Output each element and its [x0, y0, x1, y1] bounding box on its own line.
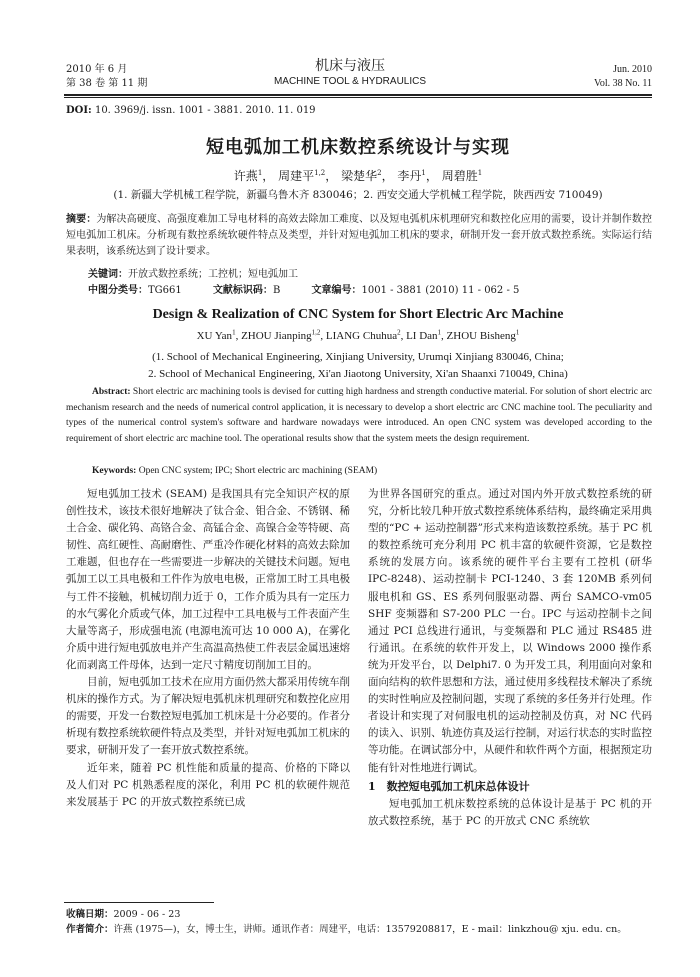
- paragraph: 近年来，随着 PC 机性能和质量的提高、价格的下降以及人们对 PC 机熟悉程度的深化，利用 PC 机的软硬件规范来发展基于 PC 的开放式数控系统已成: [66, 761, 350, 808]
- abstract-cn: [66, 212, 652, 260]
- title-en: Design & Realization of CNC System for Short Electric Arc Machine: [152, 307, 564, 322]
- keywords-text: 开放式数控系统；工控机；短电弧加工: [128, 269, 298, 280]
- keywords-cn: [88, 267, 298, 283]
- author-name-en: LIANG Chuhua: [325, 330, 398, 342]
- footnote-rule: [64, 902, 214, 903]
- doi-line: [66, 105, 316, 116]
- paragraph: 短电弧加工机床数控系统的总体设计是基于 PC 机的开放式数控系统，基于 PC 的开放式 CNC 系统软: [368, 797, 652, 827]
- keywords-en: [92, 464, 652, 480]
- abstract-label: 摘要：: [66, 214, 97, 225]
- section-heading: 1 数控短电弧加工机床总体设计: [368, 779, 530, 793]
- author-name: 周碧胜: [441, 169, 478, 183]
- author-name: 许燕: [233, 169, 258, 183]
- abstract-en: [66, 385, 652, 447]
- authors-cn: 许燕$^1$， 周建平$^{1,2}$， 梁楚华$^2$， 李丹$^1$， 周碧胜$^1$: [233, 169, 483, 183]
- abstract-en-text: Short electric arc machining tools is devised for cutting high hardness and strength conductive material. For solution of short electric arc mechanism research and the needs of numerical control application, it is necessary to develop a short electric arc CNC machine tool. The peculiarity and types of the numerical control system's software and hardware nowadays were introduced. An open CNC system was developed according to the requirement of short electric arc machine tool. The operational results show that the system meets the design requirement.: [66, 387, 652, 444]
- volume-issue-en: Vol. 38 No. 11: [593, 78, 652, 89]
- header-rule: [64, 94, 652, 96]
- volume-issue: 第 38 卷 第 11 期: [66, 78, 148, 89]
- author-name: 李丹: [397, 169, 422, 183]
- document-code: B: [272, 285, 281, 296]
- author-name-en: ZHOU Jianping: [241, 330, 312, 342]
- affiliations-en: [64, 349, 652, 383]
- affiliation-en-2: 2. School of Mechanical Engineering, Xi'an Jiaotong University, Xi'an Shaanxi 710049, China): [148, 368, 568, 380]
- keywords-label: 关键词：: [88, 269, 128, 280]
- affiliations-cn: (1. 新疆大学机械工程学院，新疆乌鲁木齐 830046；2. 西安交通大学机械工程学院，陕西西安 710049): [113, 189, 603, 201]
- journal-name-en: MACHINE TOOL & HYDRAULICS: [273, 76, 427, 87]
- author-bio: 作者简介：许燕 (1975—)，女，博士生，讲师。通讯作者：周建平，电话：13579208817，E - mail：linkzhou@ xju. edu. cn。: [66, 924, 627, 935]
- doi-label: DOI:: [66, 105, 92, 116]
- doi-value: 10. 3969/j. issn. 1001 - 3881. 2010. 11. 019: [94, 105, 316, 116]
- body-column-left: [66, 486, 350, 811]
- authors-en: XU Yan$^1$, ZHOU Jianping$^{1,2}$, LIANG Chuhua$^2$, LI Dan$^1$, ZHOU Bisheng$^1$: [196, 328, 520, 342]
- received-date: 收稿日期：2009 - 06 - 23: [66, 909, 181, 920]
- author-name: 周建平: [278, 169, 315, 183]
- page-title: 短电弧加工机床数控系统设计与实现: [206, 137, 510, 158]
- paragraph: 短电弧加工技术 (SEAM) 是我国具有完全知识产权的原创性技术，该技术很好地解决了钛合金、钼合金、不锈钢、稀土合金、碳化钨、高铬合金、高锰合金、高镍合金等特硬、高韧性、高红硬性、高耐磨性、严重冷作硬化材料的高效去除加工难题，但也存在一些需要进一步解决的关键技术问题。短电弧加工以工具电极和工件作为放电电极，正常加工时工具电极与工件不接触，机械切削力近于 0，工作介质为具有一定压力的水气雾化介质或气体，加工过程中工具电极与工件表面产生大量等离子，形成强电流 (电源电流可达 10 000 A)，在雾化介质中进行短电弧放电并产生高温高热使工件表层金属迅速熔化而剥离工件母体，达到一定尺寸精度切削加工目的。: [66, 488, 350, 671]
- abstract-en-label: Abstract:: [92, 387, 131, 397]
- classification-line: 中图分类号：TG661 文献标识码：B 文章编号：1001 - 3881 (2010) 11 - 062 - 5: [88, 285, 520, 296]
- journal-date-volume: [66, 63, 147, 91]
- author-name-en: ZHOU Bisheng: [446, 330, 516, 342]
- clc-number: TG661: [148, 285, 182, 296]
- issue-date-en: Jun. 2010: [613, 64, 652, 75]
- abstract-text: 为解决高硬度、高强度难加工导电材料的高效去除加工难度、以及短电弧机床机理研究和数控化应用的需要，设计并制作数控短电弧加工机床。分析现有数控系统软硬件特点及类型，并针对短电弧加工机床的要求，研制开发一套开放式数控系统。实际运行结果表明，该系统达到了设计要求。: [66, 214, 653, 257]
- journal-name-cn: 机床与液压: [315, 58, 385, 74]
- keywords-en-text: Open CNC system; IPC; Short electric arc machining (SEAM): [138, 466, 378, 476]
- header-rule-thin: [64, 97, 652, 98]
- author-name-en: XU Yan: [196, 330, 233, 342]
- paragraph: 为世界各国研究的重点。通过对国内外开放式数控系统的研究，分析比较几种开放式数控系统体系结构，最终确定采用典型的“PC + 运动控制器”形式来构造该数控系统。基于 PC 机的数控系统可充分利用 PC 机丰富的软硬件资源，它是数控系统的发展方向。该系统的硬件平台主要有工控机 (研华 IPC-8248)、运动控制卡 PCI-1240、3 套 120MB 系列伺服电机和 GS、ES 系列伺服驱动器、两台 SAMCO-vm05 SHF 变频器和 S7-200 PLC 一台。IPC 与运动控制卡之间通过 PCI 总线进行通讯，与变频器和 PLC 通过 RS485 进行通讯。在系统的软件开发上，以 Windows 2000 操作系统为开发平台，以 Delphi7. 0 为开发工具，利用面向对象和面向结构的软件思想和方法，通过使用多线程技术解决了系统的实时性响应及控制问题，实现了系统的多任务并行处理。作者设计和实现了对伺服电机的运动控制及仿真，对 NC 代码的读入、识别、轨迹仿真及运行控制，对运行状态的实时监控等功能。在调试部分中，从硬件和软件两个方面，根据预定功能有针对性地进行调试。: [368, 488, 652, 774]
- journal-date-volume-en: [594, 63, 652, 91]
- keywords-en-label: Keywords:: [92, 466, 137, 476]
- author-name: 梁楚华: [341, 169, 378, 183]
- footnote: [66, 907, 652, 937]
- affiliation-en-1: (1. School of Mechanical Engineering, Xinjiang University, Urumqi Xinjiang 830046, China;: [152, 351, 564, 363]
- author-name-en: LI Dan: [406, 330, 438, 342]
- paragraph: 目前，短电弧加工技术在应用方面仍然大都采用传统车削机床的操作方式。为了解决短电弧机床机理研究和数控化应用的需要，开发一台数控短电弧加工机床是十分必要的。作者分析现有数控系统软硬件特点及类型，并针对短电弧加工机床的要求，研制开发了一套开放式数控系统。: [66, 676, 350, 757]
- issue-date: 2010 年 6 月: [66, 64, 128, 75]
- journal-title: [200, 57, 500, 89]
- body-column-right: [368, 486, 652, 830]
- article-number: 1001 - 3881 (2010) 11 - 062 - 5: [361, 285, 520, 296]
